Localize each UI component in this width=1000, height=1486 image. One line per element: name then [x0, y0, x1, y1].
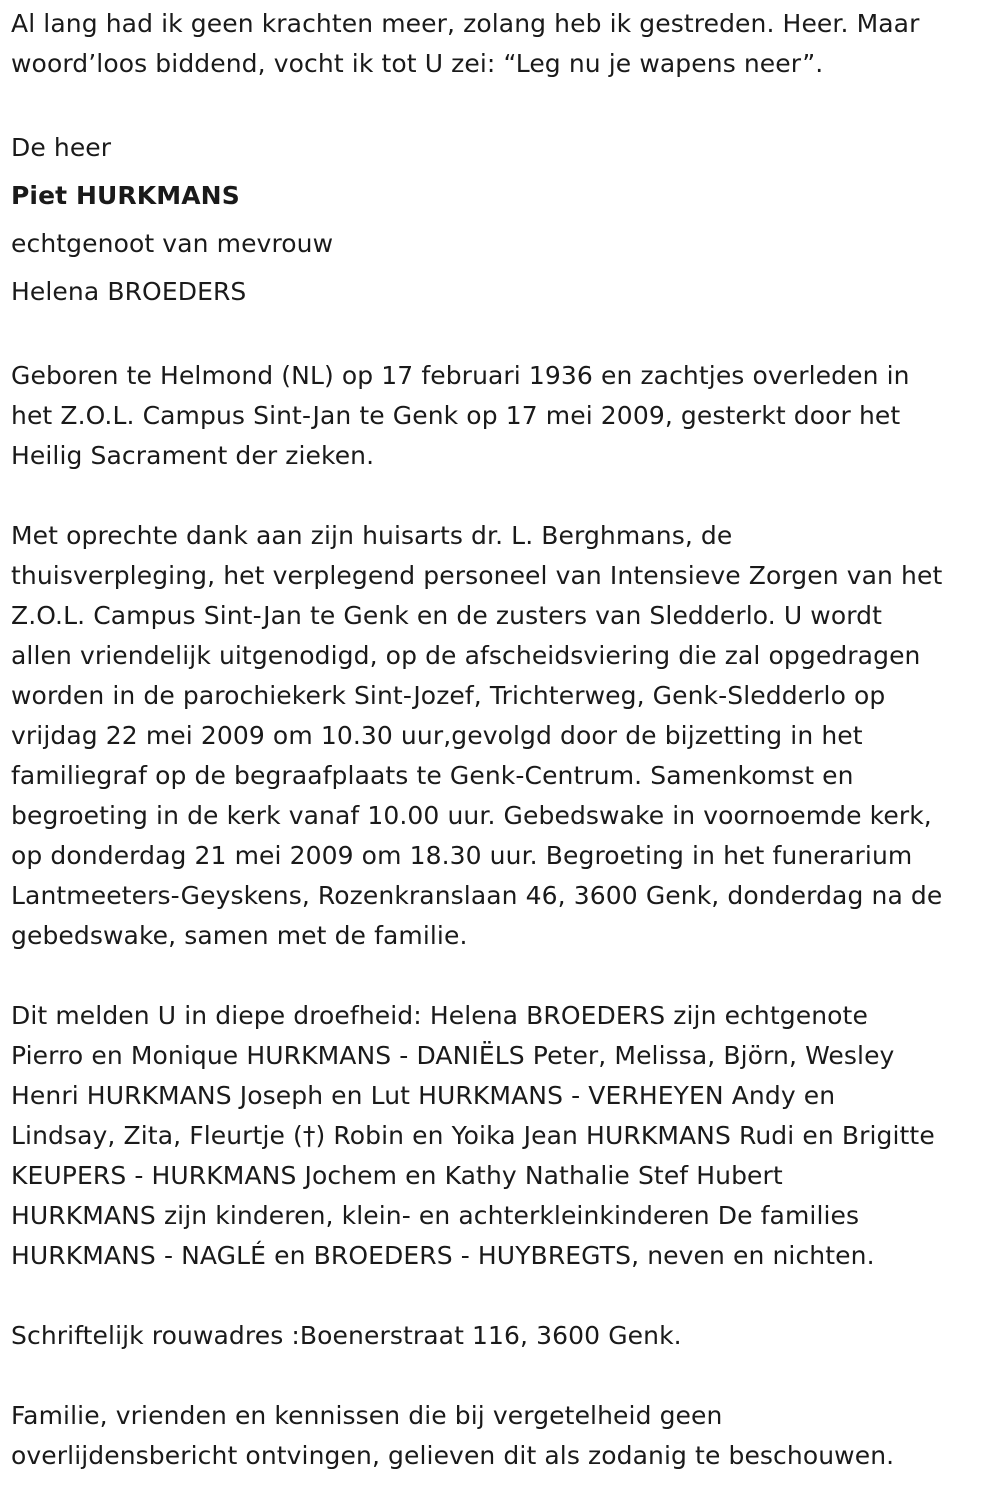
birth-death-paragraph [11, 356, 988, 476]
spacer [11, 316, 988, 356]
opening-quote [11, 4, 988, 84]
paragraph-line: HURKMANS - NAGLÉ en BROEDERS - HUYBREGTS, neven en nichten. [11, 1241, 875, 1270]
quote-line: woord’loos biddend, vocht ik tot U zei: “Leg nu je wapens neer”. [11, 49, 824, 78]
paragraph-line: op donderdag 21 mei 2009 om 18.30 uur. Begroeting in het funerarium [11, 841, 913, 870]
paragraph-line: het Z.O.L. Campus Sint-Jan te Genk op 17 mei 2009, gesterkt door het [11, 401, 901, 430]
paragraph-line: begroeting in de kerk vanaf 10.00 uur. Gebedswake in voornoemde kerk, [11, 801, 932, 830]
paragraph-line: Henri HURKMANS Joseph en Lut HURKMANS - VERHEYEN Andy en [11, 1081, 836, 1110]
paragraph-line: HURKMANS zijn kinderen, klein- en achterkleinkinderen De families [11, 1201, 860, 1230]
spacer [11, 1276, 988, 1316]
family-paragraph [11, 996, 988, 1276]
paragraph-line: Met oprechte dank aan zijn huisarts dr. L. Berghmans, de [11, 521, 733, 550]
paragraph-line: Lindsay, Zita, Fleurtje (†) Robin en Yoika Jean HURKMANS Rudi en Brigitte [11, 1121, 935, 1150]
paragraph-line: Heilig Sacrament der zieken. [11, 441, 375, 470]
deceased-spouse: Helena BROEDERS [11, 277, 247, 306]
paragraph-line: Dit melden U in diepe droefheid: Helena BROEDERS zijn echtgenote [11, 1001, 868, 1030]
deceased-relation: echtgenoot van mevrouw [11, 229, 334, 258]
paragraph-line: Lantmeeters-Geyskens, Rozenkranslaan 46, 3600 Genk, donderdag na de [11, 881, 943, 910]
spacer [11, 1356, 988, 1396]
paragraph-line: Schriftelijk rouwadres :Boenerstraat 116, 3600 Genk. [11, 1321, 682, 1350]
address-paragraph [11, 1316, 988, 1356]
ceremony-paragraph [11, 516, 988, 956]
paragraph-line: overlijdensbericht ontvingen, gelieven dit als zodanig te beschouwen. [11, 1441, 895, 1470]
deceased-title: De heer [11, 133, 112, 162]
paragraph-line: gebedswake, samen met de familie. [11, 921, 468, 950]
spacer [11, 84, 988, 124]
paragraph-line: thuisverpleging, het verplegend personeel van Intensieve Zorgen van het [11, 561, 943, 590]
paragraph-line: worden in de parochiekerk Sint-Jozef, Trichterweg, Genk-Sledderlo op [11, 681, 886, 710]
spacer [11, 956, 988, 996]
spacer [11, 476, 988, 516]
quote-line: Al lang had ik geen krachten meer, zolang heb ik gestreden. Heer. Maar [11, 9, 920, 38]
paragraph-line: Geboren te Helmond (NL) op 17 februari 1936 en zachtjes overleden in [11, 361, 910, 390]
paragraph-line: vrijdag 22 mei 2009 om 10.30 uur,gevolgd door de bijzetting in het [11, 721, 863, 750]
deceased-name: Piet HURKMANS [11, 181, 240, 210]
notice-paragraph [11, 1396, 988, 1476]
paragraph-line: Familie, vrienden en kennissen die bij vergetelheid geen [11, 1401, 723, 1430]
paragraph-line: KEUPERS - HURKMANS Jochem en Kathy Nathalie Stef Hubert [11, 1161, 783, 1190]
deceased-header [11, 124, 988, 316]
paragraph-line: familiegraf op de begraafplaats te Genk-Centrum. Samenkomst en [11, 761, 854, 790]
paragraph-line: Pierro en Monique HURKMANS - DANIËLS Peter, Melissa, Björn, Wesley [11, 1041, 895, 1070]
paragraph-line: Z.O.L. Campus Sint-Jan te Genk en de zusters van Sledderlo. U wordt [11, 601, 883, 630]
paragraph-line: allen vriendelijk uitgenodigd, op de afscheidsviering die zal opgedragen [11, 641, 921, 670]
